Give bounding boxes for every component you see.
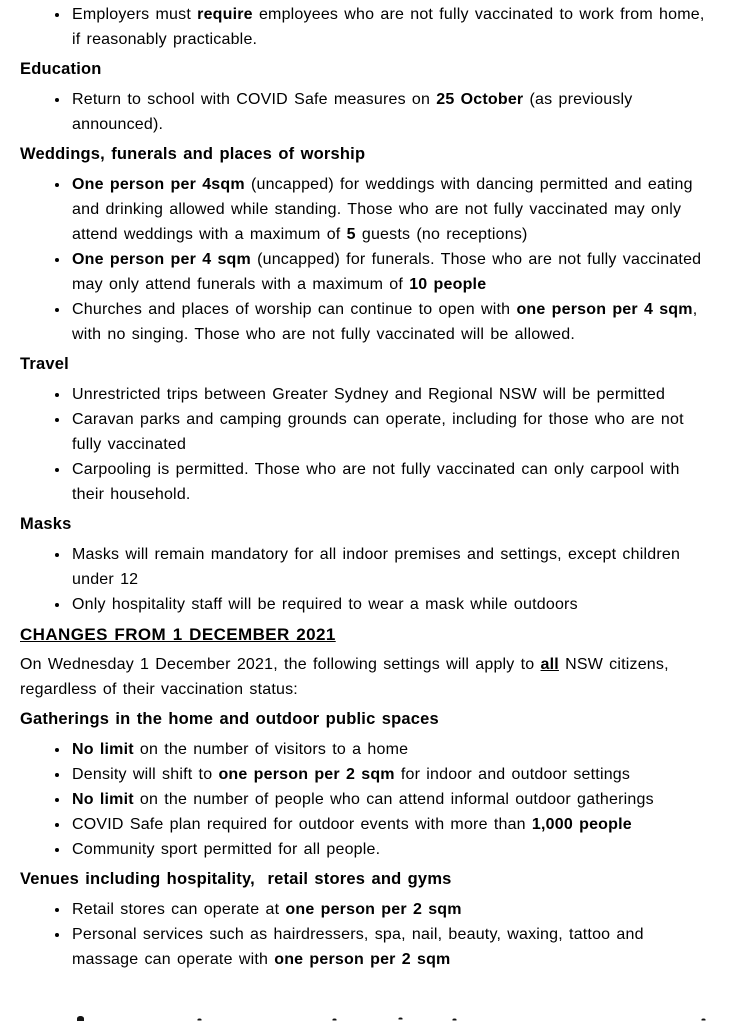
text-run: Employers must: [72, 6, 198, 23]
text-run: No limit: [72, 791, 134, 808]
text-run: Personal services such as hairdressers, spa, nail, beauty, waxing, tattoo and massage can operate with: [72, 926, 644, 968]
section-heading: Weddings, funerals and places of worship: [20, 145, 366, 163]
text-run: guests (no receptions): [355, 226, 528, 243]
bullet-item: [70, 247, 710, 297]
text-run: Only hospitality staff will be required to wear a mask while outdoors: [72, 596, 578, 613]
gatherings-list: [20, 737, 710, 862]
main-section-heading: CHANGES FROM 1 DECEMBER 2021: [20, 625, 336, 644]
text-run: One person per 4sqm: [72, 176, 245, 193]
text-run: 10 people: [409, 276, 487, 293]
bullet-item: [70, 762, 710, 787]
intro-paragraph: [20, 652, 710, 702]
text-run: (uncapped) for funerals. Those who are not fully vaccinated may only attend funerals with a maximum of: [72, 251, 702, 293]
text-run: (uncapped) for weddings with dancing permitted and eating and drinking allowed while standing. Those who are not fully vaccinated may only attend weddings with a maximum of: [72, 176, 693, 243]
text-run: No limit: [72, 741, 134, 758]
bullet-item: [70, 897, 710, 922]
venues-list: [20, 897, 710, 972]
text-run: Density will shift to: [72, 766, 219, 783]
bullet-item: [70, 297, 710, 347]
text-run: COVID Safe plan required for outdoor events with more than: [72, 816, 532, 833]
text-run: employees who are not fully vaccinated to work from home, if reasonably practicable.: [72, 6, 705, 48]
text-run: Return to school with COVID Safe measures on: [72, 91, 437, 108]
masks-list: [20, 542, 710, 617]
text-run: Unrestricted trips between Greater Sydney and Regional NSW will be permitted: [72, 386, 666, 403]
bullet-item: [70, 172, 710, 247]
text-run: one person per 2 sqm: [274, 951, 451, 968]
bullet-item: [70, 407, 710, 457]
text-run: On Wednesday 1 December 2021, the following settings will apply to: [20, 656, 541, 673]
text-run: 1,000 people: [531, 816, 632, 833]
text-run: one person per 4 sqm: [516, 301, 693, 318]
education-list: [20, 87, 710, 137]
bullet-item: [70, 457, 710, 507]
bullet-item: [70, 542, 710, 592]
text-run: one person per 2 sqm: [218, 766, 395, 783]
text-run: on the number of visitors to a home: [133, 741, 409, 758]
bullet-item: [70, 2, 710, 52]
bullet-item: [70, 737, 710, 762]
text-run: Carpooling is permitted. Those who are not fully vaccinated can only carpool with their household.: [72, 461, 680, 503]
text-run: all: [540, 656, 559, 673]
public-health-orders-list: [20, 2, 710, 52]
text-run: Community sport permitted for all people.: [72, 841, 381, 858]
text-run: 5: [346, 226, 356, 243]
text-run: , with no singing. Those who are not fully vaccinated will be allowed.: [72, 301, 698, 343]
section-heading: Travel: [20, 355, 69, 373]
section-heading: Education: [20, 60, 102, 78]
text-run: Caravan parks and camping grounds can operate, including for those who are not fully vaccinated: [72, 411, 684, 453]
text-run: one person per 2 sqm: [285, 901, 462, 918]
weddings-funerals-worship-list: [20, 172, 710, 347]
section-heading: Venues including hospitality, retail stores and gyms: [20, 870, 452, 888]
bullet-item: [70, 382, 710, 407]
bullet-item: [70, 812, 710, 837]
section-heading: Masks: [20, 515, 72, 533]
text-run: Masks will remain mandatory for all indoor premises and settings, except children under 12: [72, 546, 681, 588]
bullet-item: [70, 837, 710, 862]
text-run: 25 October: [436, 91, 524, 108]
text-run: (as previously announced).: [72, 91, 633, 133]
bullet-item: [70, 87, 710, 137]
text-run: Churches and places of worship can continue to open with: [72, 301, 517, 318]
text-run: require: [197, 6, 253, 23]
bullet-item: [70, 922, 710, 972]
text-run: for indoor and outdoor settings: [394, 766, 631, 783]
bullet-item: [70, 787, 710, 812]
travel-list: [20, 382, 710, 507]
clipped-next-line-fragments: [77, 1016, 84, 1021]
section-heading: Gatherings in the home and outdoor public spaces: [20, 710, 439, 728]
text-run: NSW citizens, regardless of their vaccination status:: [20, 656, 669, 698]
text-run: One person per 4 sqm: [72, 251, 251, 268]
bullet-item: [70, 592, 710, 617]
text-run: Retail stores can operate at: [72, 901, 286, 918]
text-run: on the number of people who can attend informal outdoor gatherings: [133, 791, 654, 808]
